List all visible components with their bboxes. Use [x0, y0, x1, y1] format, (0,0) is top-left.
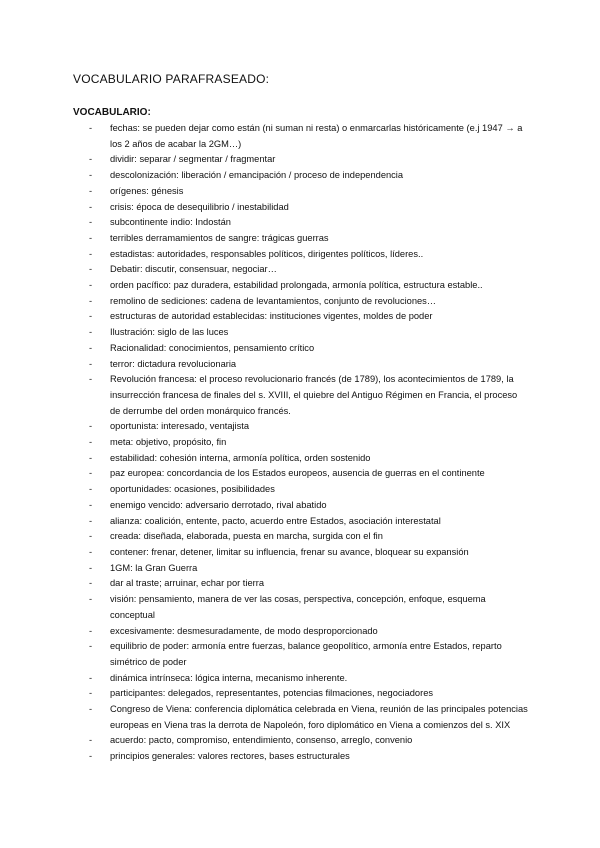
vocabulary-item — [73, 200, 540, 216]
bullet-dash: - — [89, 217, 93, 228]
bullet-dash: - — [89, 704, 93, 715]
bullet-dash: - — [89, 201, 93, 212]
bullet-dash: - — [89, 751, 93, 762]
vocabulary-item-text: alianza: coalición, entente, pacto, acuerdo entre Estados, asociación interestatal — [110, 515, 441, 526]
bullet-dash: - — [89, 452, 93, 463]
bullet-dash: - — [89, 264, 93, 275]
bullet-dash: - — [89, 358, 93, 369]
bullet-dash: - — [89, 562, 93, 573]
vocabulary-item-text: oportunidades: ocasiones, posibilidades — [110, 484, 275, 495]
bullet-dash: - — [89, 342, 93, 353]
vocabulary-item — [73, 624, 540, 640]
vocabulary-item-text: dividir: separar / segmentar / fragmentar — [110, 154, 276, 165]
bullet-dash: - — [89, 311, 93, 322]
vocabulary-item-text: visión: pensamiento, manera de ver las cosas, perspectiva, concepción, enfoque, esquema conceptual — [110, 594, 486, 620]
vocabulary-item-text: enemigo vencido: adversario derrotado, rival abatido — [110, 499, 327, 510]
vocabulary-item — [73, 435, 540, 451]
vocabulary-item-text: oportunista: interesado, ventajista — [110, 421, 250, 432]
vocabulary-list — [73, 121, 540, 765]
bullet-dash: - — [89, 641, 93, 652]
vocabulary-item — [73, 262, 540, 278]
vocabulary-item-text: estructuras de autoridad establecidas: instituciones vigentes, moldes de poder — [110, 311, 433, 322]
vocabulary-item-text: Congreso de Viena: conferencia diplomática celebrada en Viena, reunión de las principales potencias europeas en Viena tras la derrota de Napoleón, foro diplomático en Viena a comienzos del s. XIX — [110, 704, 528, 730]
vocabulary-item — [73, 671, 540, 687]
vocabulary-item — [73, 482, 540, 498]
bullet-dash: - — [89, 625, 93, 636]
vocabulary-item-text: participantes: delegados, representantes, potencias filmaciones, negociadores — [110, 688, 434, 699]
bullet-dash: - — [89, 688, 93, 699]
bullet-dash: - — [89, 185, 93, 196]
vocabulary-item — [73, 749, 540, 765]
bullet-dash: - — [89, 531, 93, 542]
bullet-dash: - — [89, 170, 93, 181]
vocabulary-item — [73, 592, 540, 623]
vocabulary-item-text: meta: objetivo, propósito, fin — [110, 437, 227, 448]
vocabulary-item-text: orígenes: génesis — [110, 185, 184, 196]
bullet-dash: - — [89, 248, 93, 259]
vocabulary-item — [73, 325, 540, 341]
bullet-dash: - — [89, 735, 93, 746]
vocabulary-item-text: terribles derramamientos de sangre: trágicas guerras — [110, 232, 329, 243]
bullet-dash: - — [89, 484, 93, 495]
bullet-dash: - — [89, 499, 93, 510]
bullet-dash: - — [89, 327, 93, 338]
vocabulary-item-text: dar al traste; arruinar, echar por tierra — [110, 578, 264, 589]
bullet-dash: - — [89, 295, 93, 306]
vocabulary-item — [73, 294, 540, 310]
vocabulary-item — [73, 639, 540, 670]
vocabulary-item-text: principios generales: valores rectores, bases estructurales — [110, 751, 350, 762]
bullet-dash: - — [89, 468, 93, 479]
bullet-dash: - — [89, 280, 93, 291]
vocabulary-item-text: contener: frenar, detener, limitar su influencia, frenar su avance, bloquear su expansión — [110, 546, 469, 557]
document-title: VOCABULARIO PARAFRASEADO: — [73, 72, 270, 86]
bullet-dash: - — [89, 154, 93, 165]
vocabulary-item-text: paz europea: concordancia de los Estados europeos, ausencia de guerras en el continente — [110, 468, 485, 479]
bullet-dash: - — [89, 578, 93, 589]
vocabulary-item — [73, 231, 540, 247]
vocabulary-item — [73, 561, 540, 577]
vocabulary-item-text: 1GM: la Gran Guerra — [110, 562, 198, 573]
vocabulary-item-text: orden pacífico: paz duradera, estabilidad prolongada, armonía política, estructura estable.. — [110, 280, 483, 291]
section-heading: VOCABULARIO: — [73, 107, 151, 118]
vocabulary-item — [73, 309, 540, 325]
vocabulary-item-text: estadistas: autoridades, responsables políticos, dirigentes políticos, líderes.. — [110, 248, 424, 259]
vocabulary-item-text: creada: diseñada, elaborada, puesta en marcha, surgida con el fin — [110, 531, 383, 542]
vocabulary-item — [73, 686, 540, 702]
bullet-dash: - — [89, 515, 93, 526]
vocabulary-item — [73, 372, 540, 419]
vocabulary-item-text: remolino de sediciones: cadena de levantamientos, conjunto de revoluciones… — [110, 295, 437, 306]
vocabulary-item — [73, 184, 540, 200]
vocabulary-item — [73, 514, 540, 530]
bullet-dash: - — [89, 546, 93, 557]
vocabulary-item-text: descolonización: liberación / emancipación / proceso de independencia — [110, 170, 404, 181]
bullet-dash: - — [89, 437, 93, 448]
vocabulary-item — [73, 152, 540, 168]
vocabulary-item — [73, 451, 540, 467]
vocabulary-item-text: equilibrio de poder: armonía entre fuerzas, balance geopolítico, armonía entre Estados, reparto simétrico de poder — [110, 641, 502, 667]
vocabulary-item-text: crisis: época de desequilibrio / inestabilidad — [110, 201, 289, 212]
vocabulary-item — [73, 247, 540, 263]
bullet-dash: - — [89, 123, 93, 133]
vocabulary-item-text: Ilustración: siglo de las luces — [110, 327, 229, 338]
vocabulary-item — [73, 529, 540, 545]
bullet-dash: - — [89, 594, 93, 605]
bullet-dash: - — [89, 672, 93, 683]
vocabulary-item — [73, 278, 540, 294]
vocabulary-item — [73, 545, 540, 561]
vocabulary-item — [73, 341, 540, 357]
vocabulary-item-text: Debatir: discutir, consensuar, negociar… — [110, 264, 277, 275]
vocabulary-item — [73, 357, 540, 373]
vocabulary-item-text: Revolución francesa: el proceso revolucionario francés (de 1789), los acontecimientos de 1789, la insurrección francesa de finales del s. XVIII, el quiebre del Antiguo Régimen en Francia, el proceso de derrumbe del orden monárquico francés. — [110, 374, 518, 416]
bullet-dash: - — [89, 232, 93, 243]
vocabulary-item-text: terror: dictadura revolucionaria — [110, 358, 237, 369]
bullet-dash: - — [89, 421, 93, 432]
vocabulary-item-text: excesivamente: desmesuradamente, de modo desproporcionado — [110, 625, 378, 636]
vocabulary-item — [73, 168, 540, 184]
vocabulary-item-text: acuerdo: pacto, compromiso, entendimiento, consenso, arreglo, convenio — [110, 735, 413, 746]
bullet-dash: - — [89, 374, 93, 385]
vocabulary-item — [73, 215, 540, 231]
vocabulary-item — [73, 702, 540, 733]
vocabulary-item — [73, 498, 540, 514]
vocabulary-item-text: fechas: se pueden dejar como están (ni suman ni resta) o enmarcarlas históricamente (e.j 1947 → a los 2 años de acabar la 2GM…) — [110, 123, 523, 149]
vocabulary-item-text: dinámica intrínseca: lógica interna, mecanismo inherente. — [110, 672, 348, 683]
vocabulary-item — [73, 576, 540, 592]
vocabulary-item — [73, 466, 540, 482]
vocabulary-item-text: Racionalidad: conocimientos, pensamiento crítico — [110, 342, 315, 353]
vocabulary-item — [73, 419, 540, 435]
vocabulary-item-text: estabilidad: cohesión interna, armonía política, orden sostenido — [110, 452, 371, 463]
vocabulary-item-text: subcontinente indio: Indostán — [110, 217, 231, 228]
vocabulary-item — [73, 733, 540, 749]
vocabulary-item — [73, 121, 540, 152]
